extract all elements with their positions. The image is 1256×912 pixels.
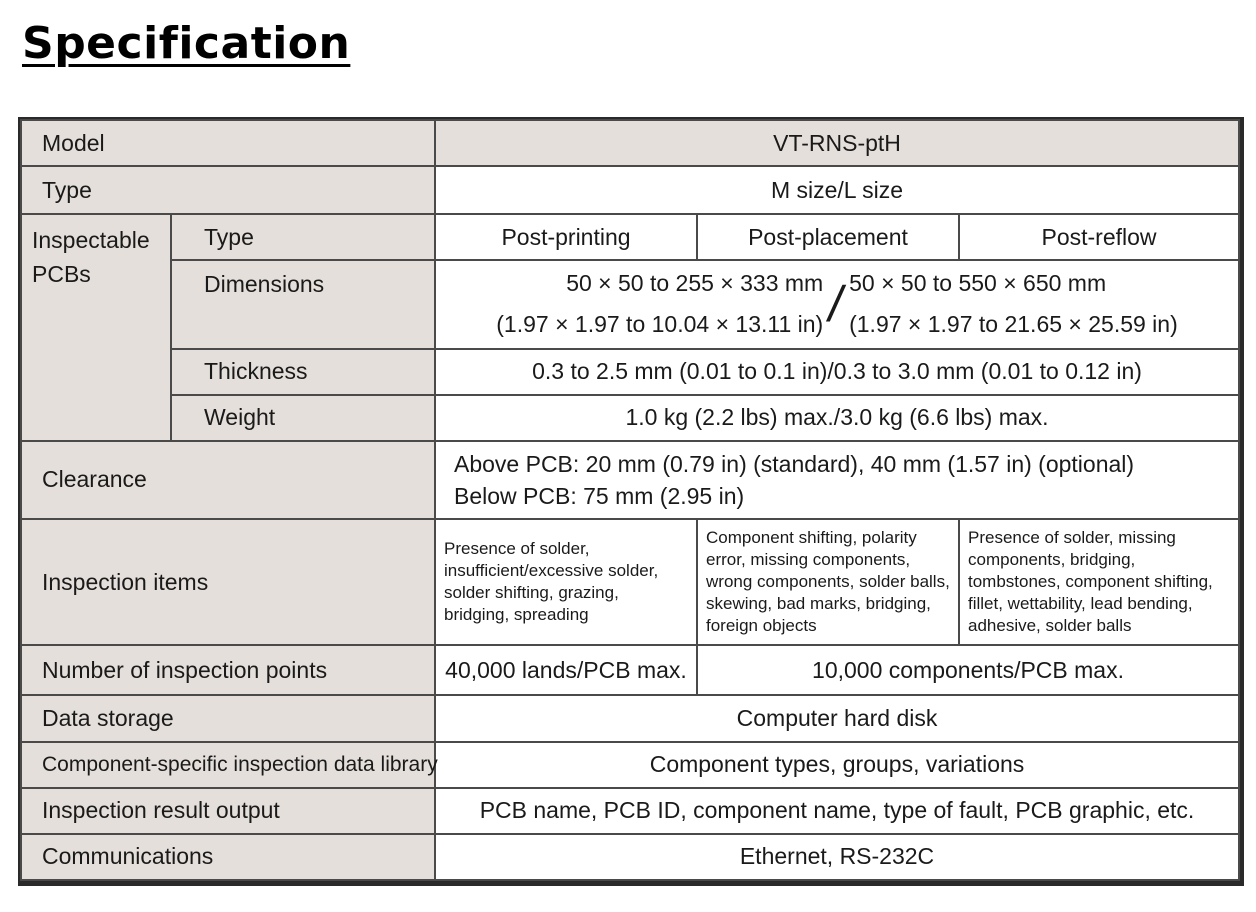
inspection-items-label: Inspection items [21,519,435,645]
model-label: Model [21,120,435,166]
dimensions-separator: / [824,276,849,333]
inspection-points-label: Number of inspection points [21,645,435,695]
clearance-line2: Below PCB: 75 mm (2.95 in) [454,482,745,509]
data-storage-label: Data storage [21,695,435,741]
table-row [21,214,1239,260]
type-post-printing: Post-printing [435,214,697,260]
type-post-reflow: Post-reflow [959,214,1239,260]
result-output-label: Inspection result output [21,788,435,834]
clearance-label: Clearance [21,441,435,519]
inspection-items-post-reflow: Presence of solder, missing components, bridging, tombstones, component shifting, fillet, wettability, lead bending, adhesive, solder balls [959,519,1239,645]
inspection-items-post-printing: Presence of solder, insufficient/excessive solder, solder shifting, grazing, bridging, spreading [435,519,697,645]
thickness-label: Thickness [171,349,435,395]
dimensions-m-line1: 50 × 50 to 255 × 333 mm [566,270,824,297]
communications-label: Communications [21,834,435,880]
clearance-value [435,441,1239,519]
table-row [21,395,1239,441]
model-value: VT-RNS-ptH [435,120,1239,166]
page-title: Specification [22,18,351,69]
table-row [21,519,1239,645]
table-row [21,834,1239,880]
dimensions-l-line2: (1.97 × 1.97 to 21.65 × 25.59 in) [849,311,1178,338]
table-row [21,349,1239,395]
table-row [21,695,1239,741]
weight-label: Weight [171,395,435,441]
type-label: Type [21,166,435,214]
inspectable-pcbs-label: Inspectable PCBs [21,214,171,441]
table-row [21,260,1239,348]
communications-value: Ethernet, RS-232C [435,834,1239,880]
inspection-points-other: 10,000 components/PCB max. [697,645,1239,695]
table-row [21,788,1239,834]
table-row [21,441,1239,519]
weight-value: 1.0 kg (2.2 lbs) max./3.0 kg (6.6 lbs) max. [435,395,1239,441]
inspection-points-printing: 40,000 lands/PCB max. [435,645,697,695]
data-storage-value: Computer hard disk [435,695,1239,741]
library-value: Component types, groups, variations [435,742,1239,788]
dimensions-value [435,260,1239,348]
dimensions-l-line1: 50 × 50 to 550 × 650 mm [849,270,1107,297]
table-row [21,645,1239,695]
library-label: Component-specific inspection data library [21,742,435,788]
dimensions-m-line2: (1.97 × 1.97 to 10.04 × 13.11 in) [496,311,824,338]
type-value: M size/L size [435,166,1239,214]
table-row [21,166,1239,214]
table-row [21,742,1239,788]
pcb-type-label: Type [171,214,435,260]
thickness-value: 0.3 to 2.5 mm (0.01 to 0.1 in)/0.3 to 3.0 mm (0.01 to 0.12 in) [435,349,1239,395]
result-output-value: PCB name, PCB ID, component name, type of fault, PCB graphic, etc. [435,788,1239,834]
inspection-items-post-placement: Component shifting, polarity error, missing components, wrong components, solder balls, skewing, bad marks, bridging, foreign objects [697,519,959,645]
dimensions-label: Dimensions [171,260,435,348]
clearance-line1: Above PCB: 20 mm (0.79 in) (standard), 40 mm (1.57 in) (optional) [454,450,1135,477]
table-row [21,120,1239,166]
specification-table [20,119,1240,881]
type-post-placement: Post-placement [697,214,959,260]
